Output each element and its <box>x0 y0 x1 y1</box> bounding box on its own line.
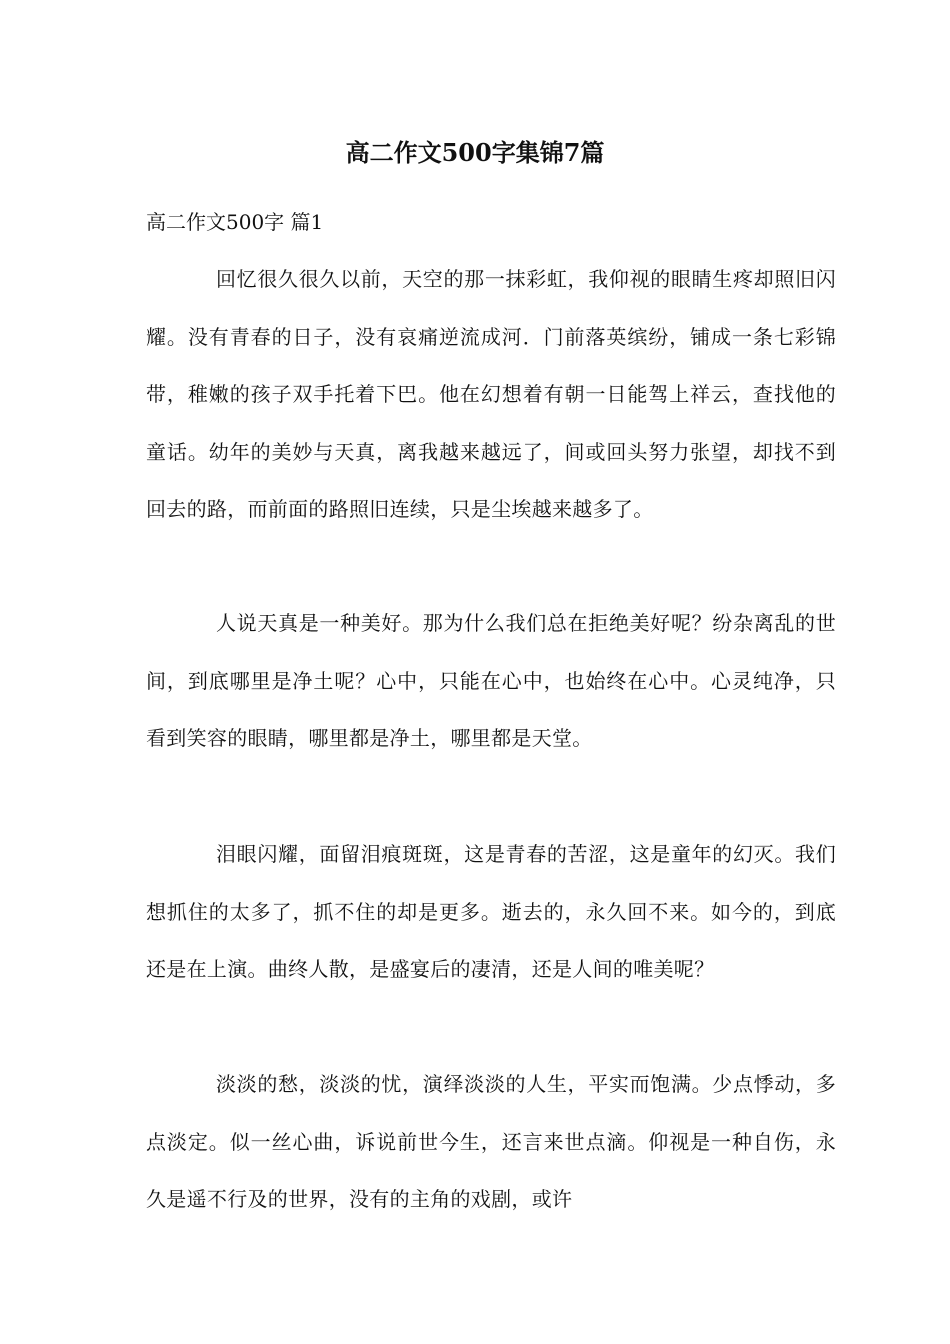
paragraph-2: 人说天真是一种美好。那为什么我们总在拒绝美好呢？纷杂离乱的世间，到底哪里是净土呢？心中，只能在心中，也始终在心中。心灵纯净，只看到笑容的眼睛，哪里都是净土，哪里都是天堂。 <box>146 611 836 751</box>
section-heading: 高二作文500字 篇1 <box>146 210 324 234</box>
paragraph-1: 回忆很久很久以前，天空的那一抹彩虹，我仰视的眼睛生疼却照旧闪耀。没有青春的日子，没有哀痛逆流成河．门前落英缤纷，铺成一条七彩锦带，稚嫩的孩子双手托着下巴。他在幻想着有朝一日能驾上祥云，查找他的童话。幼年的美妙与天真，离我越来越远了，间或回头努力张望，却找不到回去的路，而前面的路照旧连续，只是尘埃越来越多了。 <box>146 267 836 522</box>
document-title: 高二作文500字集锦7篇 <box>345 138 605 167</box>
paragraph-3: 泪眼闪耀，面留泪痕斑斑，这是青春的苦涩，这是童年的幻灭。我们想抓住的太多了，抓不住的却是更多。逝去的，永久回不来。如今的，到底还是在上演。曲终人散，是盛宴后的凄清，还是人间的唯美呢？ <box>146 842 836 982</box>
paragraph-4: 淡淡的愁，淡淡的忧，演绎淡淡的人生，平实而饱满。少点悸动，多点淡定。似一丝心曲，诉说前世今生，还言来世点滴。仰视是一种自伤，永久是遥不行及的世界，没有的主角的戏剧，或许 <box>146 1072 836 1212</box>
